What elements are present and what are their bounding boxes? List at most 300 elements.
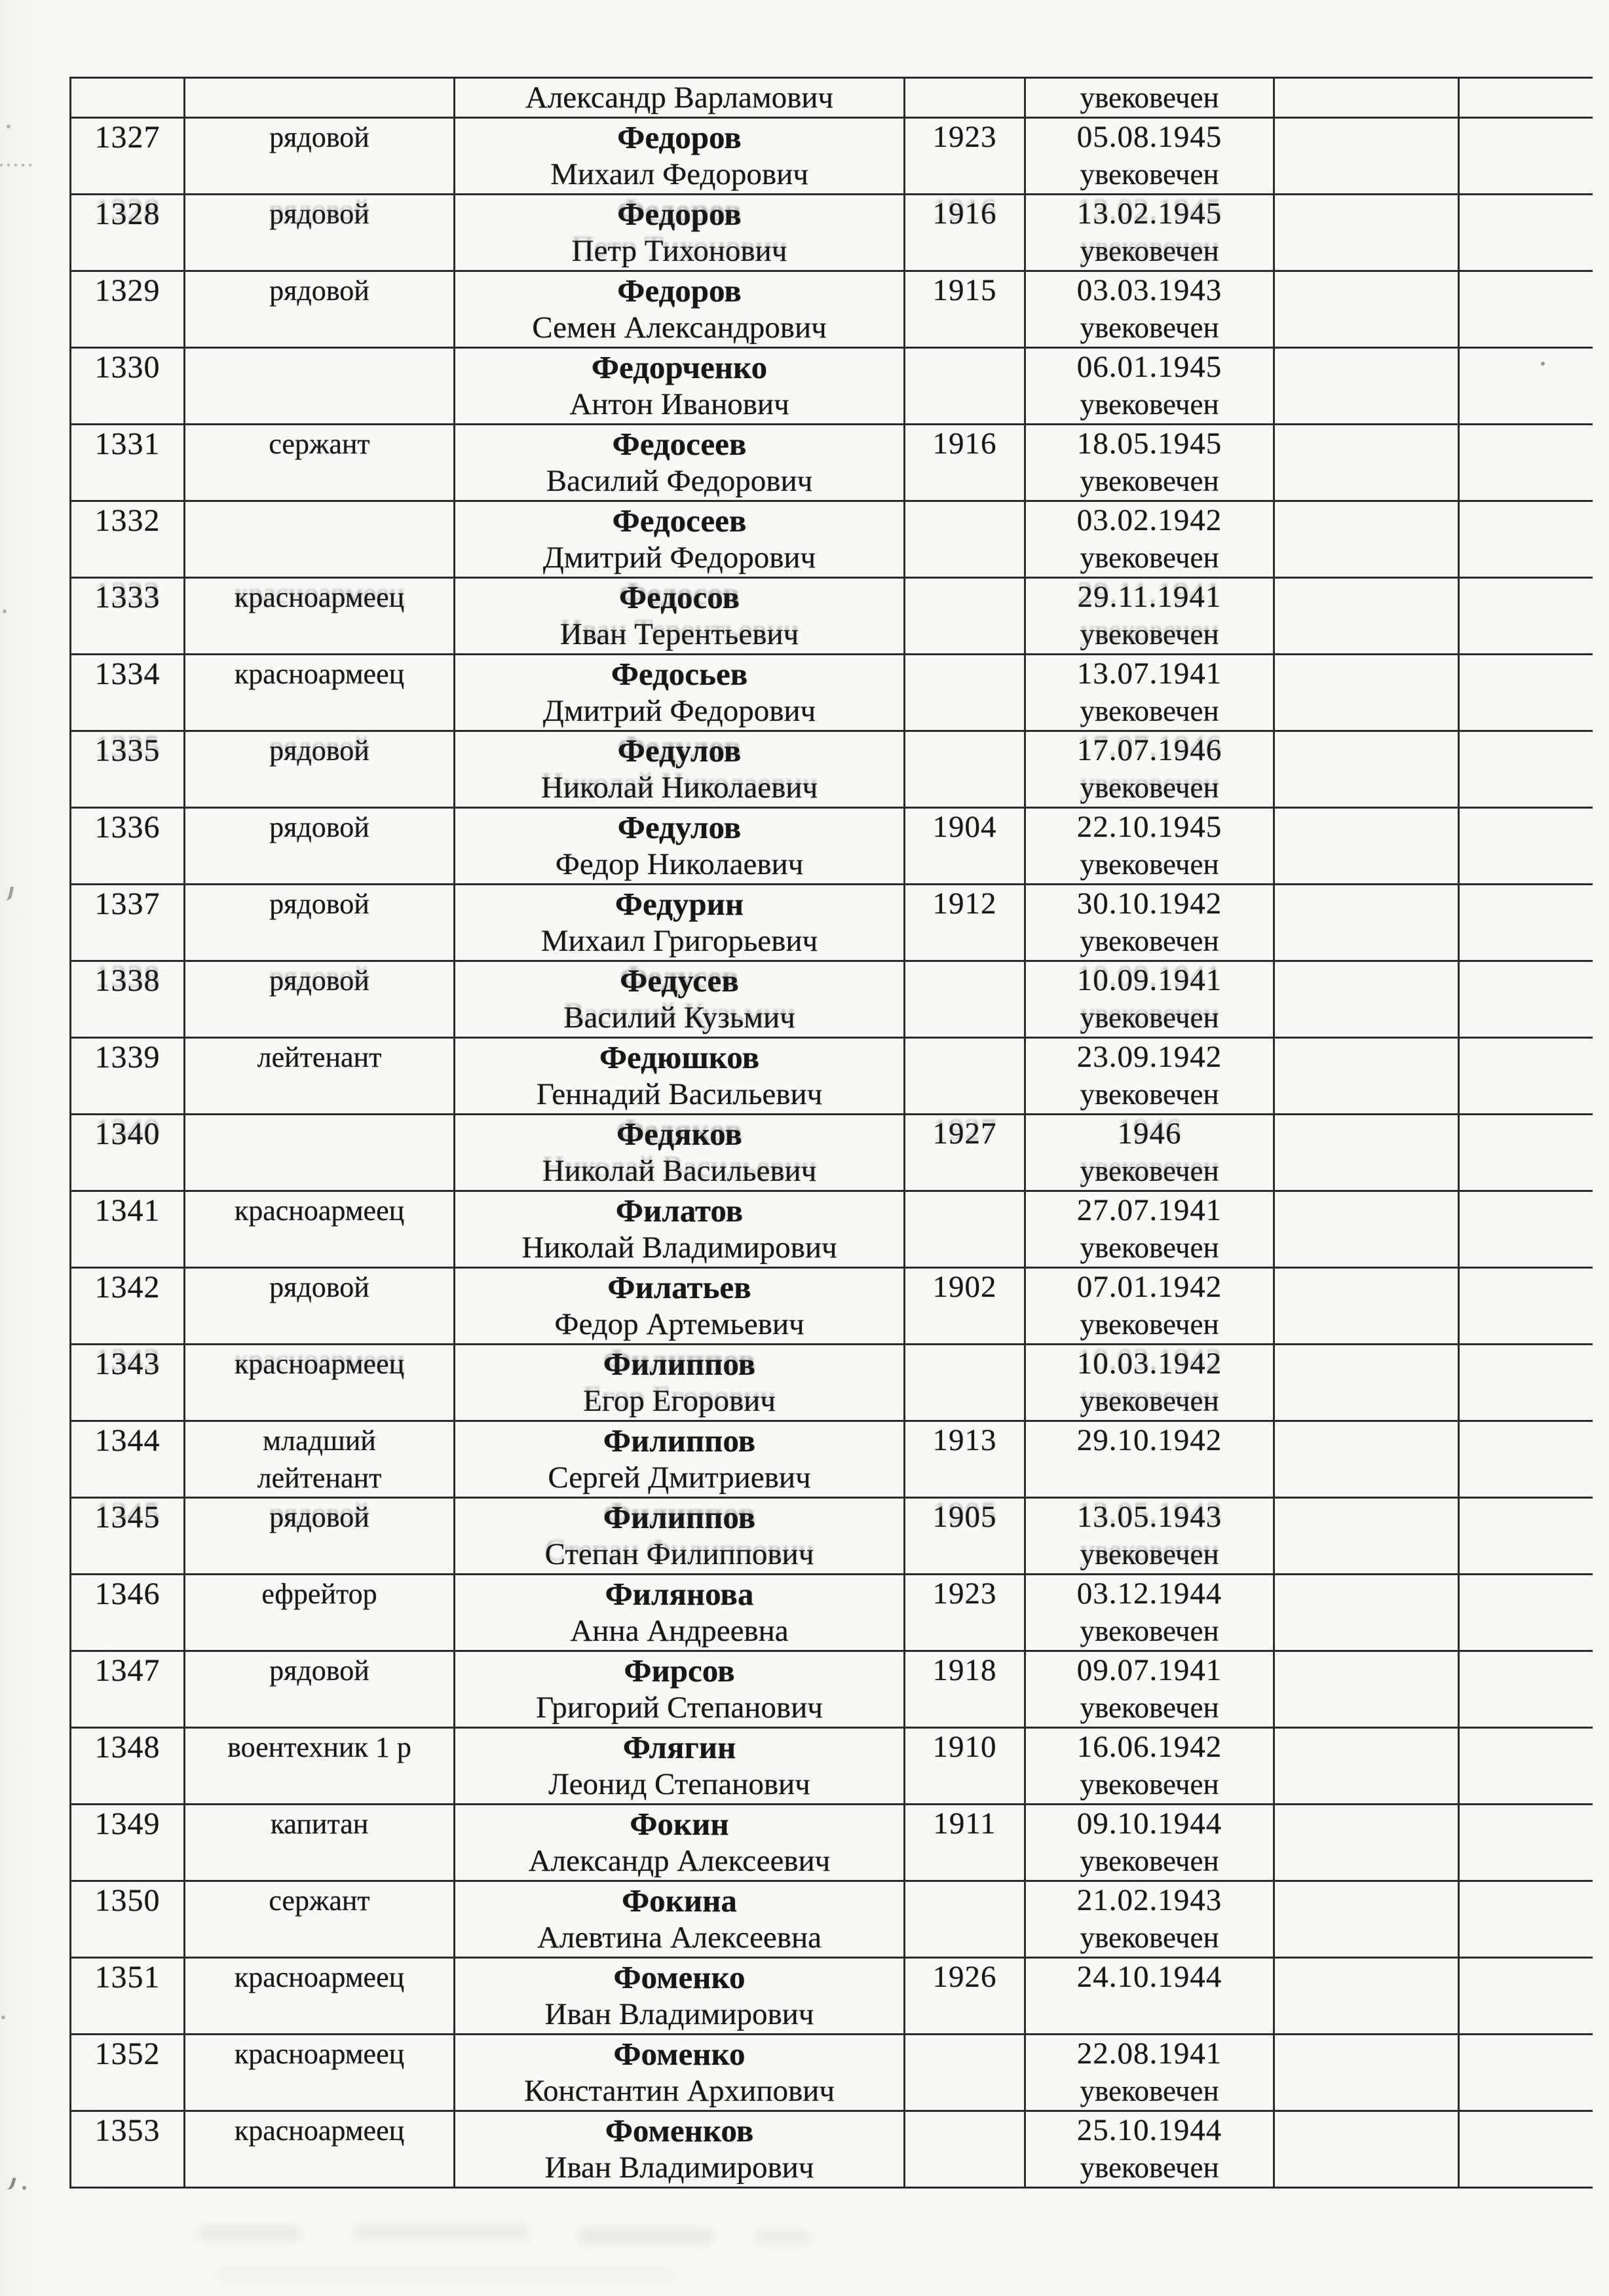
empty-cell [1460,2112,1593,2187]
death-date-cell [1026,1039,1275,1113]
table-row [71,1805,1593,1882]
table-row [71,732,1593,809]
death-date-cell [1026,272,1275,347]
rank-cell [185,1115,455,1190]
rank-line2 [185,233,453,270]
given-names: Геннадий Васильевич [536,1077,823,1111]
rank: рядовой [269,121,369,153]
birth-year: 1926 [932,1960,997,1994]
table-row [71,1039,1593,1115]
birth-year: 1918 [932,1653,997,1687]
birth-year-cell [905,655,1026,730]
surname: Федосьев [611,656,748,692]
birth-year-cell [905,79,1026,117]
table-row [71,119,1593,195]
rank-line2 [185,1306,453,1343]
empty-cell [1460,1345,1593,1420]
death-date: 27.07.1941 [1076,1193,1222,1227]
given-names: Иван Владимирович [544,1997,814,2031]
birth-year [905,732,1024,769]
rank-cell [185,425,455,500]
table-row [71,1192,1593,1269]
name-cell [455,2035,905,2110]
surname: Федосов [619,579,740,615]
empty-cell [1460,502,1593,577]
row-number: 1327 [94,120,161,155]
death-date-cell [1026,1115,1275,1190]
row-number-cell [71,1575,185,1650]
death-date: 23.09.1942 [1076,1040,1222,1074]
memorial-status: увековечен [1080,1308,1219,1341]
surname: Федоров [617,119,742,155]
surname: Федосеев [612,503,747,539]
given-names: Иван Терентьевич [559,617,799,651]
rank-line2 [185,1076,453,1113]
birth-year-cell [905,349,1026,423]
death-date: 29.11.1941 [1077,580,1222,614]
row-number-cell [71,732,185,807]
row-number: 1349 [94,1807,161,1841]
rank-line2 [185,846,453,883]
row-number: 1329 [94,273,161,308]
birth-year: 1923 [932,120,997,154]
empty-cell [1275,119,1460,193]
given-names: Алевтина Алексеевна [537,1921,822,1955]
death-date: 13.07.1941 [1076,657,1222,691]
death-date-cell [1026,2035,1275,2110]
rank: сержант [269,1885,370,1917]
rank-cell [185,1269,455,1343]
empty-cell [1275,79,1460,117]
row-number: 1332 [94,503,161,538]
surname: Фирсов [624,1653,735,1689]
rank-cell [185,1345,455,1420]
memorial-status: увековечен [1080,771,1219,804]
empty-cell [1275,732,1460,807]
death-date-cell [1026,1575,1275,1650]
rank-cell [185,962,455,1037]
row-number-cell [71,1115,185,1190]
memorial-status: увековечен [1080,2075,1219,2107]
given-names: Петр Тихонович [571,234,787,268]
name-cell [455,1192,905,1267]
rank-line2 [185,463,453,500]
table-row [71,2035,1593,2112]
surname: Флягин [622,1729,736,1765]
scan-artifact [3,2175,16,2191]
row-number-cell [71,885,185,960]
memorial-status: увековечен [1080,81,1219,114]
empty-cell [1275,809,1460,883]
surname: Федулов [617,733,742,769]
row-number-cell [71,272,185,347]
table-row [71,1345,1593,1422]
memorial-status: увековечен [1080,541,1219,574]
empty-cell [1275,2112,1460,2187]
empty-cell [1275,1039,1460,1113]
row-number-cell [71,1345,185,1420]
memorial-status: увековечен [1080,695,1219,727]
memorial-status: увековечен [1080,618,1219,651]
empty-cell [1460,1039,1593,1113]
memorial-status: увековечен [1080,2151,1219,2184]
row-number: 1345 [94,1500,161,1535]
rank: красноармеец [234,581,405,613]
rank-line2 [185,1153,453,1190]
scan-artifact [22,2186,26,2190]
surname: Фокин [630,1806,729,1842]
row-number: 1334 [94,657,161,691]
table-row [71,195,1593,272]
rank [185,502,453,539]
death-date-cell [1026,1345,1275,1420]
table-row [71,1652,1593,1729]
empty-cell [1275,885,1460,960]
birth-year-cell [905,1039,1026,1113]
scan-artifact [7,124,10,128]
rank-line2 [185,1536,453,1573]
name-cell [455,655,905,730]
row-number-cell [71,195,185,270]
death-date: 30.10.1942 [1076,887,1222,921]
memorial-status: увековечен [1080,925,1219,957]
given-names: Николай Васильевич [542,1154,817,1188]
surname: Федосеев [612,426,747,462]
rank: лейтенант [257,1041,382,1073]
death-date: 18.05.1945 [1076,427,1222,461]
death-date: 03.02.1942 [1076,503,1222,537]
row-number: 1336 [94,810,161,845]
memorial-status: увековечен [1080,1155,1219,1187]
surname: Федусев [620,963,739,999]
given-names: Александр Алексеевич [528,1844,831,1878]
rank-cell [185,79,455,117]
table-row [71,1499,1593,1575]
table-row [71,1729,1593,1805]
row-number: 1338 [94,963,161,998]
birth-year-cell [905,1882,1026,1957]
name-cell [455,195,905,270]
name-cell [455,1652,905,1727]
empty-cell [1460,1959,1593,2033]
birth-year-cell [905,809,1026,883]
surname: Федюшков [599,1039,760,1075]
memorial-status: увековечен [1080,1691,1219,1724]
birth-year [905,349,1024,386]
birth-year-cell [905,1345,1026,1420]
name-cell [455,1729,905,1803]
name-cell [455,272,905,347]
birth-year [905,1039,1024,1076]
table-row [71,809,1593,885]
table-row [71,579,1593,655]
death-date-cell [1026,1729,1275,1803]
birth-year: 1916 [932,427,997,461]
name-cell [455,962,905,1037]
memorial-status: увековечен [1080,1231,1219,1264]
given-names: Константин Архипович [524,2074,835,2108]
death-date: 09.07.1941 [1076,1653,1222,1687]
empty-cell [1460,1882,1593,1957]
birth-year-cell [905,732,1026,807]
empty-cell [1460,1575,1593,1650]
rank-cell [185,1499,455,1573]
surname: Федоров [617,196,742,232]
given-names: Александр Варламович [525,81,834,115]
rank: рядовой [269,1271,369,1303]
empty-cell [1460,1192,1593,1267]
bleed-through-smudge [753,2229,812,2246]
death-date-cell [1026,1499,1275,1573]
memorial-status: увековечен [1080,1615,1219,1647]
death-date-cell [1026,425,1275,500]
memorial-status: увековечен [1080,1385,1219,1417]
empty-cell [1460,1729,1593,1803]
row-number-cell [71,1882,185,1957]
death-date: 25.10.1944 [1076,2113,1222,2147]
rank-cell [185,2112,455,2187]
death-date: 13.02.1945 [1076,197,1222,231]
birth-year: 1927 [932,1117,997,1151]
empty-cell [1275,502,1460,577]
birth-year-cell [905,425,1026,500]
surname: Филиппов [603,1346,756,1382]
name-cell [455,425,905,500]
row-number-cell [71,425,185,500]
rank-line2 [185,2073,453,2110]
table-row [71,502,1593,579]
memorial-status: увековечен [1080,235,1219,267]
death-date: 10.09.1941 [1076,963,1222,997]
rank-line2 [185,2149,453,2187]
empty-cell [1460,272,1593,347]
name-cell [455,2112,905,2187]
rank: сержант [269,428,370,460]
scan-artifact [0,164,34,166]
rank-cell [185,1575,455,1650]
empty-cell [1460,962,1593,1037]
table-row [71,1882,1593,1959]
name-cell [455,119,905,193]
rank: красноармеец [234,2114,405,2147]
memorial-status [1026,1996,1273,2033]
given-names: Василий Кузьмич [563,1001,795,1035]
row-number: 1350 [94,1883,161,1918]
birth-year: 1910 [932,1730,997,1764]
death-date-cell [1026,119,1275,193]
row-number: 1340 [94,1117,161,1151]
empty-cell [1275,425,1460,500]
row-number-cell [71,502,185,577]
rank: рядовой [269,1655,369,1687]
name-cell [455,809,905,883]
death-date-cell [1026,1652,1275,1727]
empty-cell [1460,119,1593,193]
given-names: Антон Иванович [569,387,789,421]
birth-year-cell [905,2112,1026,2187]
death-date: 21.02.1943 [1076,1883,1222,1917]
birth-year-cell [905,1805,1026,1880]
memorial-status: увековечен [1080,1078,1219,1111]
birth-year [905,1882,1024,1919]
rank-cell [185,502,455,577]
name-cell [455,349,905,423]
rank-cell [185,579,455,653]
memorial-status: увековечен [1080,311,1219,344]
rank: рядовой [269,198,369,230]
rank-cell [185,1039,455,1113]
empty-cell [1275,962,1460,1037]
birth-year: 1916 [932,197,997,231]
table-row [71,349,1593,425]
memorial-status: увековечен [1080,1001,1219,1034]
empty-cell [1275,1882,1460,1957]
row-number: 1337 [94,887,161,921]
rank: красноармеец [234,1195,405,1227]
name-cell [455,1882,905,1957]
row-number-cell [71,349,185,423]
death-date-cell [1026,2112,1275,2187]
rank-line2 [185,386,453,423]
row-number-cell [71,962,185,1037]
rank-cell [185,809,455,883]
given-names: Василий Федорович [546,464,813,498]
memorial-status: увековечен [1080,1538,1219,1571]
row-number-cell [71,1729,185,1803]
empty-cell [1275,349,1460,423]
table-row [71,1269,1593,1345]
rank: красноармеец [234,2038,405,2070]
memorial-status: увековечен [1080,848,1219,881]
empty-cell [1460,885,1593,960]
birth-year: 1912 [932,887,997,921]
birth-year-cell [905,1499,1026,1573]
rank: красноармеец [234,1348,405,1380]
given-names: Дмитрий Федорович [542,541,816,575]
name-cell [455,885,905,960]
birth-year-cell [905,885,1026,960]
death-date: 1946 [1117,1117,1182,1151]
rank-cell [185,885,455,960]
death-date: 17.07.1946 [1076,733,1222,767]
rank-cell [185,1729,455,1803]
memorial-status: увековечен [1080,1768,1219,1801]
birth-year [905,579,1024,616]
rank: капитан [270,1808,369,1840]
name-cell [455,1039,905,1113]
bleed-through-smudge [216,2266,675,2283]
given-names: Федор Артемьевич [554,1307,804,1341]
table-row [71,1115,1593,1192]
given-names: Егор Егорович [583,1384,776,1418]
birth-year-cell [905,1192,1026,1267]
empty-cell [1460,809,1593,883]
row-number: 1335 [94,733,161,768]
birth-year: 1913 [932,1423,997,1457]
death-date-cell [1026,1192,1275,1267]
table-row [71,425,1593,502]
given-names: Николай Владимирович [521,1231,837,1265]
death-date: 05.08.1945 [1076,120,1222,154]
birth-year-cell [905,502,1026,577]
empty-cell [1460,1269,1593,1343]
birth-year-cell [905,1115,1026,1190]
empty-cell [1275,1115,1460,1190]
rank: ефрейтор [261,1578,377,1610]
empty-cell [1275,1959,1460,2033]
bleed-through-smudge [577,2228,714,2245]
row-number-cell [71,809,185,883]
given-names: Григорий Степанович [536,1691,823,1725]
name-cell [455,502,905,577]
rank-line2 [185,693,453,730]
birth-year [905,502,1024,539]
rank: младший [263,1425,376,1457]
empty-cell [1460,349,1593,423]
rank: красноармеец [234,1961,405,1993]
rank-line2 [185,1996,453,2033]
row-number-cell [71,1192,185,1267]
rank-cell [185,272,455,347]
memorial-status: увековечен [1080,388,1219,421]
row-number: 1342 [94,1270,161,1305]
empty-cell [1275,655,1460,730]
surname: Федорченко [591,349,768,385]
death-date-cell [1026,79,1275,117]
row-number-cell [71,79,185,117]
rank-line2 [185,1843,453,1880]
row-number: 1348 [94,1730,161,1765]
table-row [71,1422,1593,1499]
death-date: 07.01.1942 [1076,1270,1222,1304]
death-date-cell [1026,1805,1275,1880]
given-names: Федор Николаевич [555,847,804,881]
death-date: 09.10.1944 [1076,1807,1222,1841]
empty-cell [1460,1805,1593,1880]
empty-cell [1275,1345,1460,1420]
birth-year-cell [905,195,1026,270]
empty-cell [1460,195,1593,270]
table-row [71,79,1593,119]
empty-cell [1460,655,1593,730]
surname: Филатов [615,1193,744,1229]
rank: рядовой [269,888,369,920]
rank [185,349,453,386]
given-names: Степан Филиппович [544,1537,814,1571]
rank-line2 [185,539,453,577]
birth-year [905,655,1024,693]
surname: Филянова [605,1576,754,1612]
name-cell [455,1115,905,1190]
memorial-table [69,77,1593,2189]
rank: рядовой [269,965,369,997]
death-date: 16.06.1942 [1076,1730,1222,1764]
row-number-cell [71,1959,185,2033]
rank-line2 [185,1383,453,1420]
rank: воентехник 1 р [227,1731,411,1763]
rank-line2 [185,1613,453,1650]
name-cell [455,1805,905,1880]
row-number: 1347 [94,1653,161,1688]
rank-line2 [185,769,453,807]
row-number-cell [71,1652,185,1727]
death-date-cell [1026,809,1275,883]
row-number-cell [71,1039,185,1113]
death-date-cell [1026,885,1275,960]
empty-cell [1460,425,1593,500]
death-date: 06.01.1945 [1076,350,1222,384]
birth-year-cell [905,1959,1026,2033]
